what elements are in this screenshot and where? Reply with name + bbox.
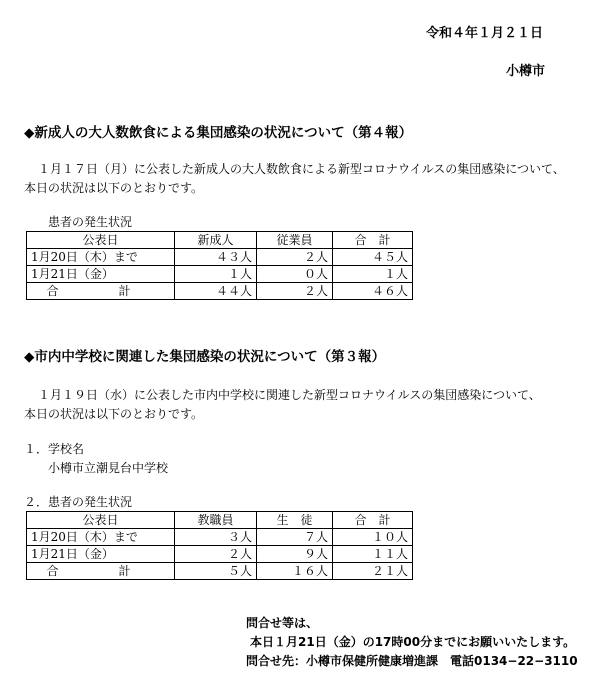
section2-title: ◆市内中学校に関連した集団感染の状況について（第３報） [24, 349, 386, 365]
table-cell: 合 計 [27, 283, 175, 300]
section1-table-caption: 患者の発生状況 [48, 215, 133, 229]
section1-body-line2: 本日の状況は以下のとおりです。 [24, 181, 204, 195]
table-cell: ４６人 [333, 283, 413, 300]
table-row [27, 529, 413, 546]
table-cell: ３人 [175, 529, 257, 546]
table-row [27, 546, 413, 563]
table-cell: 合 計 [27, 563, 175, 580]
table-cell: ２人 [175, 546, 257, 563]
column-header: 教職員 [175, 512, 257, 529]
table-cell: １人 [333, 266, 413, 283]
column-header: 新成人 [175, 232, 257, 249]
table-cell: ４３人 [175, 249, 257, 266]
table-row [27, 266, 413, 283]
contact-deadline: 本日１月21日（金）の17時00分までにお願いいたします。 [250, 635, 576, 649]
table-cell: １人 [175, 266, 257, 283]
contact-intro: 問合せ等は、 [246, 616, 319, 630]
section1-table [26, 231, 413, 300]
table-cell: 1月21日（金） [27, 546, 175, 563]
table-cell: ７人 [257, 529, 333, 546]
document-date: 令和４年１月２１日 [426, 26, 544, 41]
column-header: 合 計 [333, 232, 413, 249]
table-cell: ０人 [257, 266, 333, 283]
table-cell: １０人 [333, 529, 413, 546]
table-cell: ５人 [175, 563, 257, 580]
table-cell: １６人 [257, 563, 333, 580]
table-total-row [27, 563, 413, 580]
column-header: 公表日 [27, 232, 175, 249]
section1-title: ◆新成人の大人数飲食による集団感染の状況について（第４報） [24, 125, 413, 141]
table-cell: 1月20日（木）まで [27, 249, 175, 266]
table-cell: ４４人 [175, 283, 257, 300]
table-header-row [27, 232, 413, 249]
table-cell: ４５人 [333, 249, 413, 266]
table-cell: 1月20日（木）まで [27, 529, 175, 546]
table-cell: 1月21日（金） [27, 266, 175, 283]
item2-label: ２．患者の発生状況 [24, 495, 133, 509]
column-header: 公表日 [27, 512, 175, 529]
column-header: 従業員 [257, 232, 333, 249]
school-name: 小樽市立潮見台中学校 [48, 461, 169, 475]
section1-body-line1: １月１７日（月）に公表した新成人の大人数飲食による新型コロナウイルスの集団感染について、 [38, 162, 565, 176]
table-row [27, 249, 413, 266]
contact-info: 問合せ先：小樽市保健所健康増進課 電話0134−22−3110 [246, 654, 578, 668]
table-cell: ２１人 [333, 563, 413, 580]
table-cell: ２人 [257, 249, 333, 266]
section2-body-line2: 本日の状況は以下のとおりです。 [24, 407, 204, 421]
column-header: 生 徒 [257, 512, 333, 529]
section2-table [26, 511, 413, 580]
table-cell: ９人 [257, 546, 333, 563]
item1-label: １．学校名 [24, 442, 85, 456]
issuer-name: 小樽市 [506, 64, 546, 79]
table-total-row [27, 283, 413, 300]
table-header-row [27, 512, 413, 529]
section2-body-line1: １月１９日（水）に公表した市内中学校に関連した新型コロナウイルスの集団感染について、 [38, 388, 541, 402]
column-header: 合 計 [333, 512, 413, 529]
table-cell: １１人 [333, 546, 413, 563]
table-cell: ２人 [257, 283, 333, 300]
